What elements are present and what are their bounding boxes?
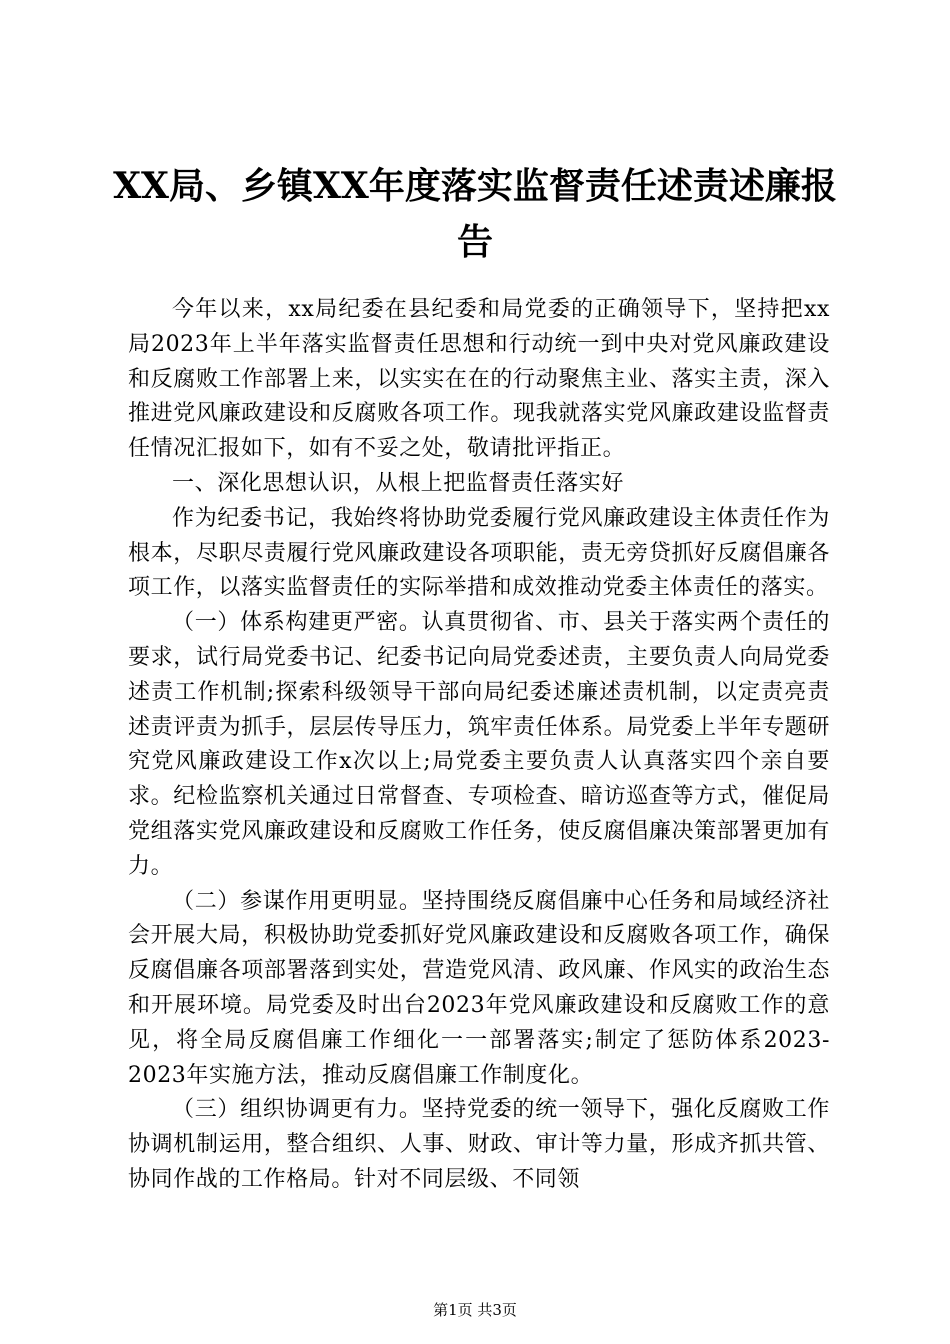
section-heading-1: 一、深化思想认识，从根上把监督责任落实好 xyxy=(172,470,625,496)
page-number-footer: 第1页 共3页 xyxy=(433,1301,517,1319)
paragraph-intro: 今年以来，xx局纪委在县纪委和局党委的正确领导下，坚持把xx局2023年上半年落实监督责任思想和行动统一到中央对党风廉政建设和反腐败工作部署上来，以实实在在的行动聚焦主业、落实主责，深入推进党风廉政建设和反腐败各项工作。现我就落实党风廉政建设监督责任情况汇报如下，如有不妥之处，敬请批评指正。 xyxy=(128,297,830,462)
document-body xyxy=(128,293,830,1198)
paragraph-item-2: （二）参谋作用更明显。坚持围绕反腐倡廉中心任务和局域经济社会开展大局，积极协助党委抓好党风廉政建设和反腐败各项工作，确保反腐倡廉各项部署落到实处，营造党风清、政风廉、作风实的政治生态和开展环境。局党委及时出台2023年党风廉政建设和反腐败工作的意见，将全局反腐倡廉工作细化一一部署落实;制定了惩防体系2023-2023年实施方法，推动反腐倡廉工作制度化。 xyxy=(128,888,830,1088)
document-title: XX局、乡镇XX年度落实监督责任述责述廉报告 xyxy=(113,165,837,263)
paragraph-section-1: 作为纪委书记，我始终将协助党委履行党风廉政建设主体责任作为根本，尽职尽责履行党风廉政建设各项职能，责无旁贷抓好反腐倡廉各项工作，以落实监督责任的实际举措和成效推动党委主体责任的落实。 xyxy=(128,505,830,601)
paragraph-item-1: （一）体系构建更严密。认真贯彻省、市、县关于落实两个责任的要求，试行局党委书记、纪委书记向局党委述责，主要负责人向局党委述责工作机制;探索科级领导干部向局纪委述廉述责机制，以定责亮责述责评责为抓手，层层传导压力，筑牢责任体系。局党委上半年专题研究党风廉政建设工作x次以上;局党委主要负责人认真落实四个亲自要求。纪检监察机关通过日常督查、专项检查、暗访巡查等方式，催促局党组落实党风廉政建设和反腐败工作任务，使反腐倡廉决策部署更加有力。 xyxy=(128,610,830,879)
paragraph-item-3: （三）组织协调更有力。坚持党委的统一领导下，强化反腐败工作协调机制运用，整合组织、人事、财政、审计等力量，形成齐抓共管、协同作战的工作格局。针对不同层级、不同领 xyxy=(128,1097,830,1192)
